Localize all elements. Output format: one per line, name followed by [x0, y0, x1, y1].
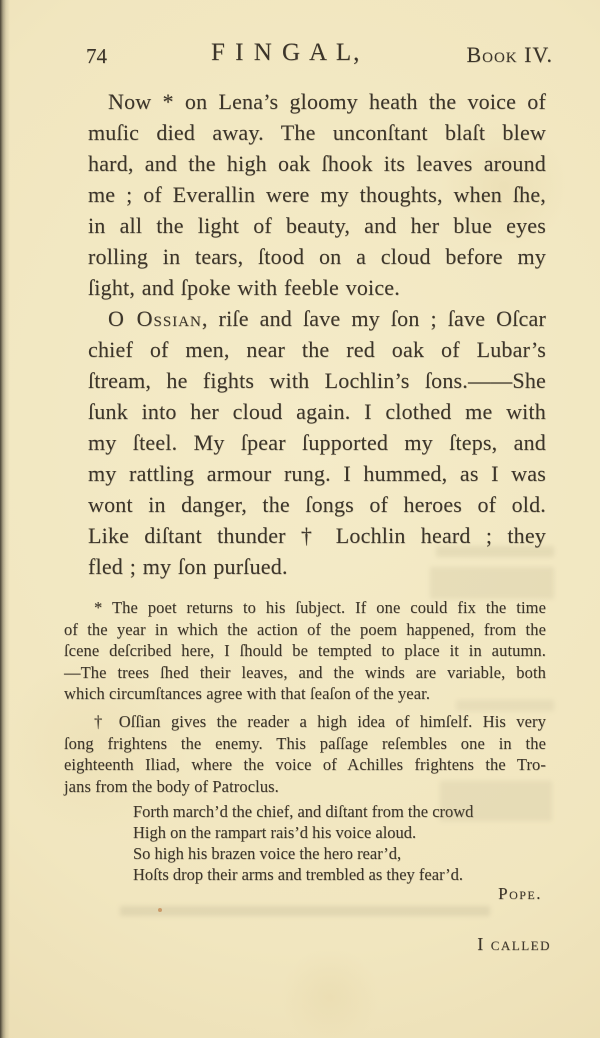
text-line: wont in danger, the ſongs of heroes of old. [88, 492, 546, 517]
catchword: I called [477, 934, 551, 954]
page-edge-shadow [0, 0, 10, 1038]
text-line: ſtream, he fights with Lochlin’s ſons.——She [88, 368, 546, 393]
text-line: Now * on Lena’s gloomy heath the voice of [108, 89, 546, 114]
quote-attribution: Pope. [498, 884, 542, 903]
footnote-asterisk [64, 597, 546, 705]
text-line: fled ; my ſon purſued. [88, 554, 288, 579]
text-line: ſong frightens the enemy. This paſſage reſembles one in the [64, 733, 546, 753]
text-line: eighteenth Iliad, where the voice of Achilles frightens the Tro- [64, 755, 546, 774]
page-number: 74 [86, 44, 107, 68]
showthrough-smudge [430, 567, 554, 599]
text-line [88, 303, 546, 334]
running-title: F I N G A L, [211, 39, 362, 66]
text-line: Like diſtant thunder † Lochlin heard ; they [88, 523, 546, 548]
showthrough-smudge [440, 781, 552, 821]
showthrough-smudge [120, 906, 490, 916]
text-line: —The trees ſhed their leaves, and the winds are variable, both [64, 662, 546, 682]
text-line: in all the light of beauty, and her blue eyes [88, 213, 546, 238]
text-line: * The poet returns to his ſubject. If one could fix the time [94, 598, 546, 617]
text-line: me ; of Everallin were my thoughts, when ſhe, [88, 182, 546, 207]
text-line: ſunk into her cloud again. I clothed me with [88, 399, 546, 424]
showthrough-smudge [436, 546, 554, 557]
text-line: ſcene deſcribed here, I ſhould be tempted to place it in autumn. [64, 641, 546, 660]
text-line: † Oſſian gives the reader a high idea of himſelf. His very [94, 712, 546, 731]
text-line: hard, and the high oak ſhook its leaves around [88, 151, 546, 176]
paragraph-2-continuation [88, 334, 546, 582]
verse-line: So high his brazen voice the hero rear’d, [133, 844, 402, 863]
paper-speck [158, 908, 162, 912]
text-line: rolling in tears, ſtood on a cloud before my [88, 244, 546, 269]
text-line: my rattling armour rung. I hummed, as I was [88, 461, 546, 486]
text-line: of the year in which the action of the poem happened, from the [64, 619, 546, 639]
verse-line: High on the rampart rais’d his voice aloud. [133, 823, 417, 842]
body-paragraph-1 [88, 86, 546, 303]
verse-line: Hoſts drop their arms and trembled as they fear’d. [133, 865, 464, 884]
book-label: Book IV. [466, 42, 553, 67]
text-line: chief of men, near the red oak of Lubar’s [88, 337, 546, 362]
body-paragraph-2 [88, 303, 546, 582]
character-name-smallcaps: O Ossian [108, 306, 202, 331]
text-line: ſight, and ſpoke with feeble voice. [88, 275, 400, 300]
showthrough-smudge [456, 700, 554, 711]
text-line: muſic died away. The unconſtant blaſt blew [88, 120, 546, 145]
text-line: my ſteel. My ſpear ſupported my ſteps, and [88, 430, 546, 455]
text-line: which circumſtances agree with that ſeaſon of the year. [64, 684, 431, 703]
text-line: jans from the body of Patroclus. [64, 776, 279, 796]
text-line-rest: , riſe and ſave my ſon ; ſave Oſcar [201, 306, 547, 331]
verse-line: Forth march’d the chief, and diſtant from the crowd [133, 802, 474, 821]
